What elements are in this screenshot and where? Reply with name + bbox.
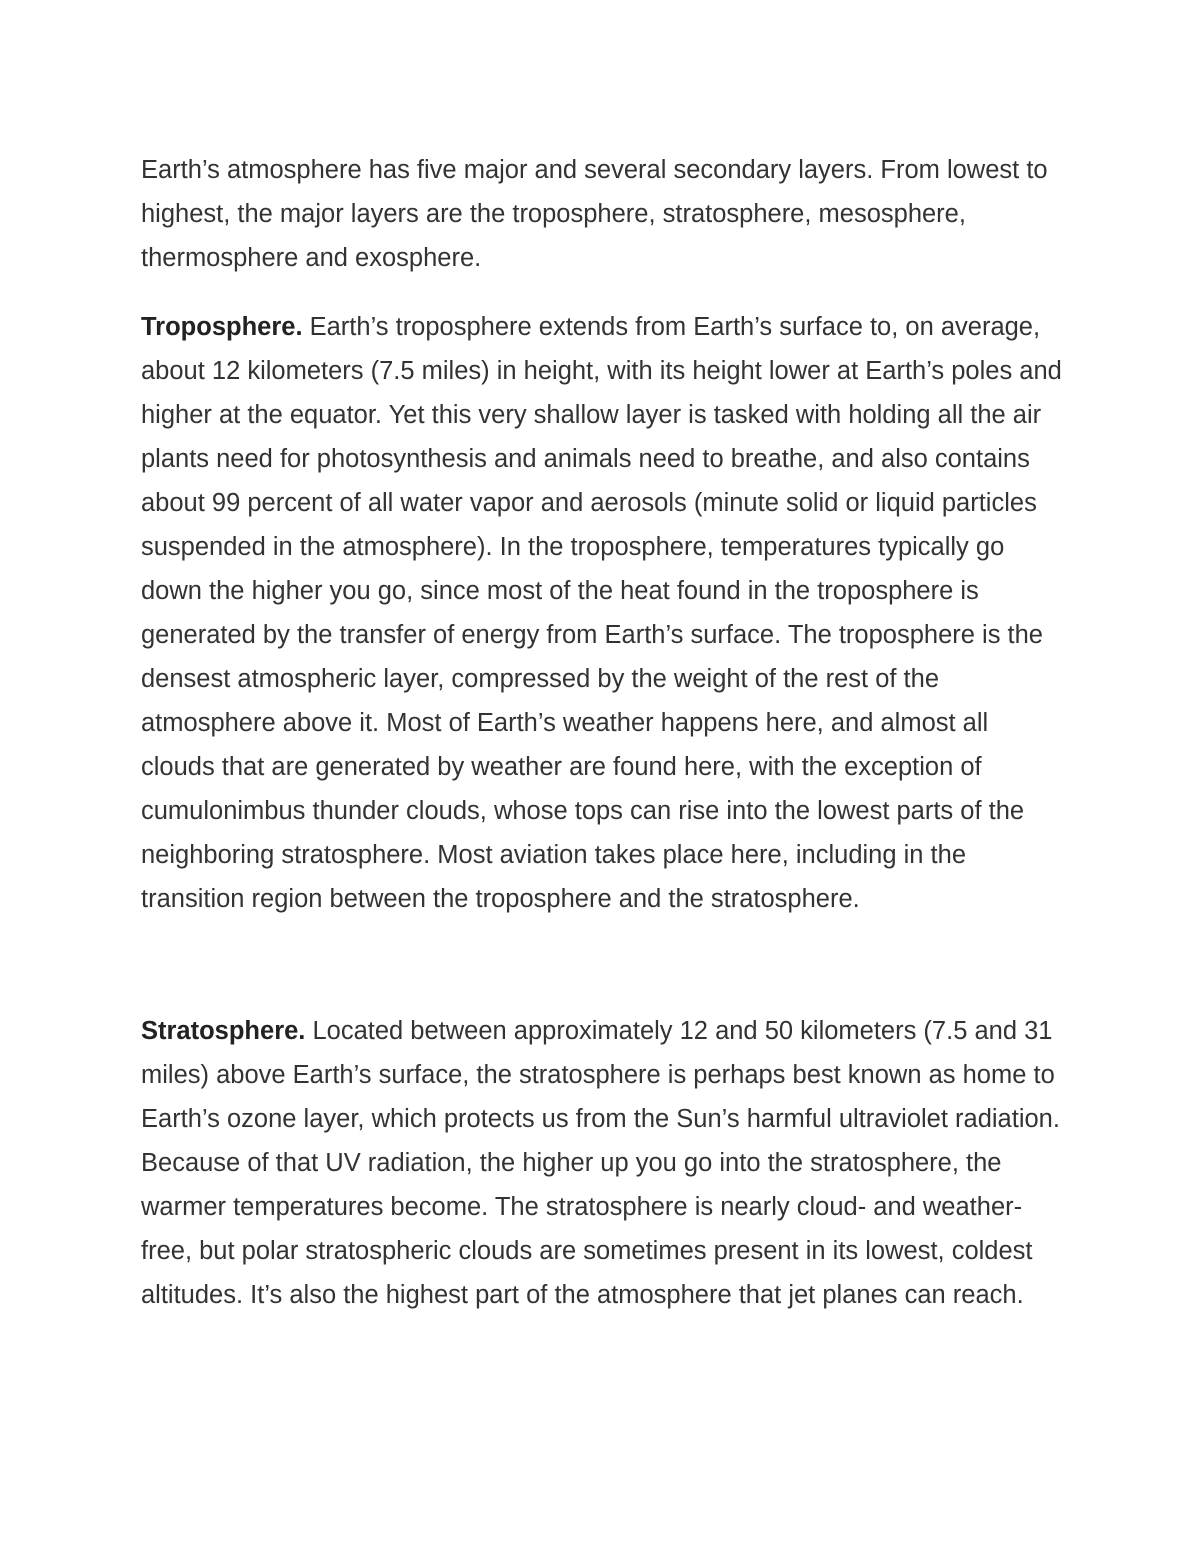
troposphere-heading: Troposphere. — [141, 313, 303, 341]
intro-paragraph: Earth’s atmosphere has five major and several secondary layers. From lowest to highest, the major layers are the troposphere, stratosphere, mesosphere, thermosphere and exosphere. — [141, 156, 1048, 272]
stratosphere-paragraph — [141, 1009, 1066, 1317]
troposphere-paragraph — [141, 305, 1066, 921]
stratosphere-body: Located between approximately 12 and 50 kilometers (7.5 and 31 miles) above Earth’s surface, the stratosphere is perhaps best known as home to Earth’s ozone layer, which protects us from the Sun’s harmful ultraviolet radiation. Because of that UV radiation, the higher up you go into the stratosphere, the warmer temperatures become. The stratosphere is nearly cloud- and weather-free, but polar stratospheric clouds are sometimes present in its lowest, coldest altitudes. It’s also the highest part of the atmosphere that jet planes can reach. — [141, 1017, 1060, 1309]
troposphere-body: Earth’s troposphere extends from Earth’s surface to, on average, about 12 kilometers (7.5 miles) in height, with its height lower at Earth’s poles and higher at the equator. Yet this very shallow layer is tasked with holding all the air plants need for photosynthesis and animals need to breathe, and also contains about 99 percent of all water vapor and aerosols (minute solid or liquid particles suspended in the atmosphere). In the troposphere, temperatures typically go down the higher you go, since most of the heat found in the troposphere is generated by the transfer of energy from Earth’s surface. The troposphere is the densest atmospheric layer, compressed by the weight of the rest of the atmosphere above it. Most of Earth’s weather happens here, and almost all clouds that are generated by weather are found here, with the exception of cumulonimbus thunder clouds, whose tops can rise into the lowest parts of the neighboring stratosphere. Most aviation takes place here, including in the transition region between the troposphere and the stratosphere. — [141, 313, 1062, 913]
stratosphere-heading: Stratosphere. — [141, 1017, 306, 1045]
